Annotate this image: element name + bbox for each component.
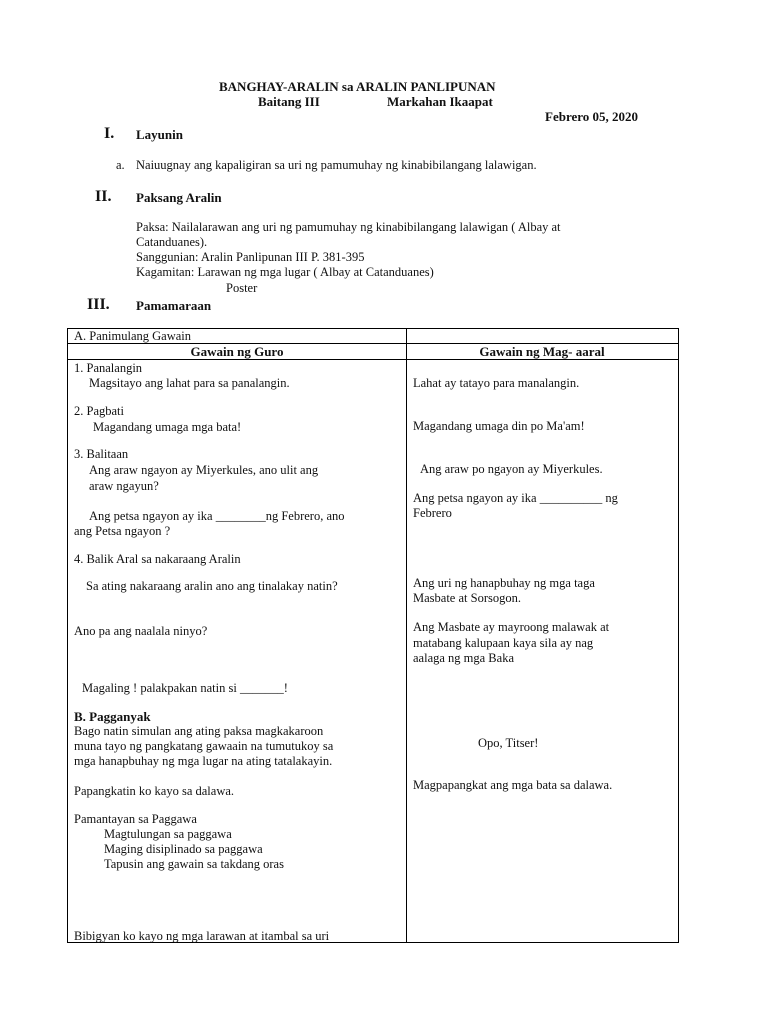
quarter: Markahan Ikaapat: [387, 94, 493, 109]
guro-panalangin: 1. Panalangin: [74, 361, 143, 375]
magaaral-response-3: Ang araw po ngayon ay Miyerkules.: [420, 462, 603, 476]
magaaral-response-6c: aalaga ng mga Baka: [413, 651, 514, 665]
magaaral-response-7: Opo, Titser!: [478, 736, 539, 750]
guro-magaling: Magaling ! palakpakan natin si _______!: [82, 681, 288, 695]
paksa-line-2: Catanduanes).: [136, 235, 208, 249]
grade-level: Baitang III: [258, 94, 320, 109]
column-header-guro: Gawain ng Guro: [190, 344, 284, 359]
magaaral-response-4a: Ang petsa ngayon ay ika __________ ng: [413, 491, 618, 505]
guro-pagganyak-title: B. Pagganyak: [74, 709, 151, 724]
kagamitan: Kagamitan: Larawan ng mga lugar ( Albay at Catanduanes): [136, 265, 434, 279]
guro-pamantayan-1: Magtulungan sa paggawa: [104, 827, 232, 841]
guro-balik-q2: Ano pa ang naalala ninyo?: [74, 624, 208, 638]
guro-balitaan-q1a: Ang araw ngayon ay Miyerkules, ano ulit ang: [89, 463, 319, 477]
guro-balik-aral: 4. Balik Aral sa nakaraang Aralin: [74, 552, 241, 566]
section-1-title: Layunin: [136, 127, 183, 142]
guro-bibigyan: Bibigyan ko kayo ng mga larawan at itambal sa uri: [74, 929, 330, 943]
guro-pagganyak-3: mga hanapbuhay ng mga lugar na ating tatalakayin.: [74, 754, 333, 768]
document-date: Febrero 05, 2020: [545, 109, 639, 124]
guro-pagganyak-1: Bago natin simulan ang ating paksa magkakaroon: [74, 724, 324, 738]
guro-balitaan-q2a: Ang petsa ngayon ay ika ________ng Febrero, ano: [89, 509, 345, 523]
guro-pagbati: 2. Pagbati: [74, 404, 124, 418]
guro-balik-q1: Sa ating nakaraang aralin ano ang tinalakay natin?: [86, 579, 338, 593]
column-header-magaaral: Gawain ng Mag- aaral: [479, 344, 605, 359]
guro-balitaan: 3. Balitaan: [74, 447, 129, 461]
kagamitan-poster: Poster: [226, 281, 258, 295]
guro-pagbati-text: Magandang umaga mga bata!: [93, 420, 242, 434]
guro-balitaan-q2b: ang Petsa ngayon ?: [74, 524, 171, 538]
section-1-number: I.: [104, 125, 115, 142]
objective-text: Naiuugnay ang kapaligiran sa uri ng pamumuhay ng kinabibilangang lalawigan.: [136, 158, 537, 172]
guro-panalangin-text: Magsitayo ang lahat para sa panalangin.: [89, 376, 290, 390]
magaaral-response-5a: Ang uri ng hanapbuhay ng mga taga: [413, 576, 595, 590]
magaaral-response-6a: Ang Masbate ay mayroong malawak at: [413, 620, 610, 634]
guro-pamantayan-3: Tapusin ang gawain sa takdang oras: [104, 857, 284, 871]
procedure-table: [67, 328, 679, 943]
section-3-title: Pamamaraan: [136, 298, 212, 313]
guro-pagganyak-2: muna tayo ng pangkatang gawaain na tumutukoy sa: [74, 739, 334, 753]
guro-pamantayan-2: Maging disiplinado sa paggawa: [104, 842, 263, 856]
paksa-line-1: Paksa: Nailalarawan ang uri ng pamumuhay ng kinabibilangang lalawigan ( Albay at: [136, 220, 561, 234]
sanggunian: Sanggunian: Aralin Panlipunan III P. 381-395: [136, 250, 365, 264]
section-2-number: II.: [95, 188, 112, 205]
guro-papangkatin: Papangkatin ko kayo sa dalawa.: [74, 784, 235, 798]
table-column-divider: [406, 329, 407, 942]
section-2-title: Paksang Aralin: [136, 190, 222, 205]
table-section-label: A. Panimulang Gawain: [74, 329, 191, 343]
magaaral-response-4b: Febrero: [413, 506, 452, 520]
magaaral-response-1: Lahat ay tatayo para manalangin.: [413, 376, 580, 390]
guro-balitaan-q1b: araw ngayun?: [89, 479, 159, 493]
magaaral-response-2: Magandang umaga din po Ma'am!: [413, 419, 585, 433]
magaaral-response-6b: matabang kalupaan kaya sila ay nag: [413, 636, 594, 650]
guro-pamantayan: Pamantayan sa Paggawa: [74, 812, 197, 826]
magaaral-response-8: Magpapangkat ang mga bata sa dalawa.: [413, 778, 613, 792]
objective-letter: a.: [116, 158, 125, 172]
magaaral-response-5b: Masbate at Sorsogon.: [413, 591, 521, 605]
section-3-number: III.: [87, 296, 110, 313]
document-title: BANGHAY-ARALIN sa ARALIN PANLIPUNAN: [219, 79, 496, 94]
